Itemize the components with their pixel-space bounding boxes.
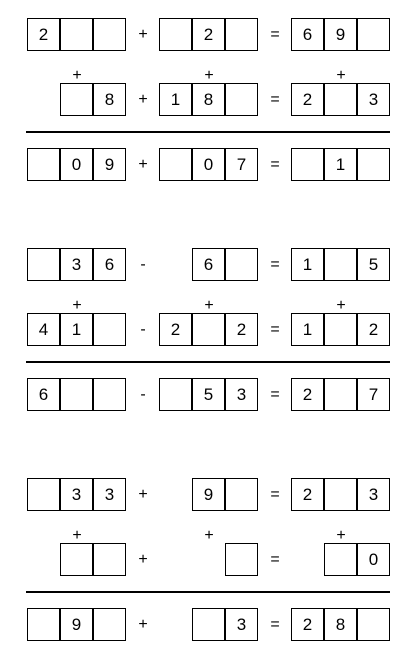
digit-cell-p2-r2-b3[interactable]: 2: [225, 313, 258, 346]
equals-sign: =: [270, 321, 280, 338]
equals-sign: =: [270, 26, 280, 43]
digit-cell-p2-r1-c1[interactable]: 1: [291, 248, 324, 281]
digit-cell-p1-r3-b3[interactable]: 7: [225, 148, 258, 181]
column-operator-sign: +: [336, 297, 346, 314]
digit-cell-p1-r2-c1[interactable]: 2: [291, 83, 324, 116]
column-operator-sign: +: [72, 527, 82, 544]
digit-cell-p1-r1-b2[interactable]: 2: [192, 18, 225, 51]
equals-sign: =: [270, 256, 280, 273]
digit-cell-p3-r2-b1[interactable]: [225, 543, 258, 576]
digit-cell-p1-r1-c1[interactable]: 6: [291, 18, 324, 51]
digit-cell-p1-r2-a2[interactable]: 8: [93, 83, 126, 116]
digit-cell-p3-r1-b2[interactable]: [225, 478, 258, 511]
column-operator-sign: +: [204, 527, 214, 544]
result-divider-line: [26, 131, 390, 133]
digit-cell-p3-r2-a2[interactable]: [93, 543, 126, 576]
equals-sign: =: [270, 156, 280, 173]
digit-cell-p1-r3-b1[interactable]: [159, 148, 192, 181]
digit-cell-p1-r1-c2[interactable]: 9: [324, 18, 357, 51]
operator-sign: +: [138, 26, 148, 43]
digit-cell-p3-r2-c2[interactable]: 0: [357, 543, 390, 576]
digit-cell-p2-r2-c2[interactable]: [324, 313, 357, 346]
column-operator-sign: +: [72, 297, 82, 314]
digit-cell-p1-r2-b2[interactable]: 8: [192, 83, 225, 116]
digit-cell-p3-r3-a2[interactable]: 9: [60, 608, 93, 641]
column-operator-sign: +: [72, 67, 82, 84]
digit-cell-p2-r1-a2[interactable]: 3: [60, 248, 93, 281]
digit-cell-p3-r1-c2[interactable]: [324, 478, 357, 511]
digit-cell-p3-r3-c3[interactable]: [357, 608, 390, 641]
operator-sign: +: [138, 91, 148, 108]
digit-cell-p2-r3-c3[interactable]: 7: [357, 378, 390, 411]
digit-cell-p3-r3-b1[interactable]: [192, 608, 225, 641]
digit-cell-p1-r1-a1[interactable]: 2: [27, 18, 60, 51]
digit-cell-p3-r3-c2[interactable]: 8: [324, 608, 357, 641]
digit-cell-p2-r3-a3[interactable]: [93, 378, 126, 411]
digit-cell-p3-r1-a1[interactable]: [27, 478, 60, 511]
equals-sign: =: [270, 91, 280, 108]
column-operator-sign: +: [204, 297, 214, 314]
digit-cell-p1-r2-b1[interactable]: 1: [159, 83, 192, 116]
digit-cell-p2-r2-b2[interactable]: [192, 313, 225, 346]
digit-cell-p1-r1-a2[interactable]: [60, 18, 93, 51]
operator-sign: +: [138, 616, 148, 633]
digit-cell-p1-r1-c3[interactable]: [357, 18, 390, 51]
digit-cell-p2-r3-b3[interactable]: 3: [225, 378, 258, 411]
digit-cell-p3-r1-a3[interactable]: 3: [93, 478, 126, 511]
digit-cell-p3-r2-a1[interactable]: [60, 543, 93, 576]
digit-cell-p1-r2-c3[interactable]: 3: [357, 83, 390, 116]
digit-cell-p1-r3-c2[interactable]: 1: [324, 148, 357, 181]
digit-cell-p1-r1-a3[interactable]: [93, 18, 126, 51]
digit-cell-p2-r1-c3[interactable]: 5: [357, 248, 390, 281]
digit-cell-p3-r1-c1[interactable]: 2: [291, 478, 324, 511]
digit-cell-p2-r3-b2[interactable]: 5: [192, 378, 225, 411]
operator-sign: -: [140, 321, 146, 338]
digit-cell-p2-r3-c1[interactable]: 2: [291, 378, 324, 411]
digit-cell-p1-r3-c1[interactable]: [291, 148, 324, 181]
operator-sign: +: [138, 551, 148, 568]
digit-cell-p3-r3-b2[interactable]: 3: [225, 608, 258, 641]
digit-cell-p3-r3-c1[interactable]: 2: [291, 608, 324, 641]
digit-cell-p1-r3-c3[interactable]: [357, 148, 390, 181]
column-operator-sign: +: [204, 67, 214, 84]
operator-sign: -: [140, 386, 146, 403]
digit-cell-p2-r3-a2[interactable]: [60, 378, 93, 411]
digit-cell-p3-r2-c1[interactable]: [324, 543, 357, 576]
digit-cell-p1-r2-b3[interactable]: [225, 83, 258, 116]
digit-cell-p2-r2-a1[interactable]: 4: [27, 313, 60, 346]
digit-cell-p2-r1-b2[interactable]: [225, 248, 258, 281]
digit-cell-p2-r2-a3[interactable]: [93, 313, 126, 346]
digit-cell-p1-r3-b2[interactable]: 0: [192, 148, 225, 181]
digit-cell-p1-r3-a2[interactable]: 0: [60, 148, 93, 181]
digit-cell-p2-r1-c2[interactable]: [324, 248, 357, 281]
digit-cell-p2-r1-b1[interactable]: 6: [192, 248, 225, 281]
operator-sign: +: [138, 486, 148, 503]
digit-cell-p3-r3-a3[interactable]: [93, 608, 126, 641]
digit-cell-p3-r1-b1[interactable]: 9: [192, 478, 225, 511]
digit-cell-p3-r1-c3[interactable]: 3: [357, 478, 390, 511]
column-operator-sign: +: [336, 67, 346, 84]
digit-cell-p1-r1-b3[interactable]: [225, 18, 258, 51]
digit-cell-p2-r2-c1[interactable]: 1: [291, 313, 324, 346]
digit-cell-p2-r3-a1[interactable]: 6: [27, 378, 60, 411]
digit-cell-p1-r3-a1[interactable]: [27, 148, 60, 181]
digit-cell-p1-r1-b1[interactable]: [159, 18, 192, 51]
equals-sign: =: [270, 486, 280, 503]
digit-cell-p3-r1-a2[interactable]: 3: [60, 478, 93, 511]
digit-cell-p2-r3-c2[interactable]: [324, 378, 357, 411]
digit-cell-p2-r2-a2[interactable]: 1: [60, 313, 93, 346]
result-divider-line: [26, 591, 390, 593]
digit-cell-p2-r3-b1[interactable]: [159, 378, 192, 411]
equals-sign: =: [270, 551, 280, 568]
digit-cell-p1-r2-a1[interactable]: [60, 83, 93, 116]
equals-sign: =: [270, 386, 280, 403]
result-divider-line: [26, 361, 390, 363]
digit-cell-p3-r3-a1[interactable]: [27, 608, 60, 641]
digit-cell-p2-r2-c3[interactable]: 2: [357, 313, 390, 346]
digit-cell-p2-r1-a1[interactable]: [27, 248, 60, 281]
digit-cell-p2-r1-a3[interactable]: 6: [93, 248, 126, 281]
digit-cell-p2-r2-b1[interactable]: 2: [159, 313, 192, 346]
operator-sign: -: [140, 256, 146, 273]
operator-sign: +: [138, 156, 148, 173]
equals-sign: =: [270, 616, 280, 633]
digit-cell-p1-r2-c2[interactable]: [324, 83, 357, 116]
column-operator-sign: +: [336, 527, 346, 544]
digit-cell-p1-r3-a3[interactable]: 9: [93, 148, 126, 181]
